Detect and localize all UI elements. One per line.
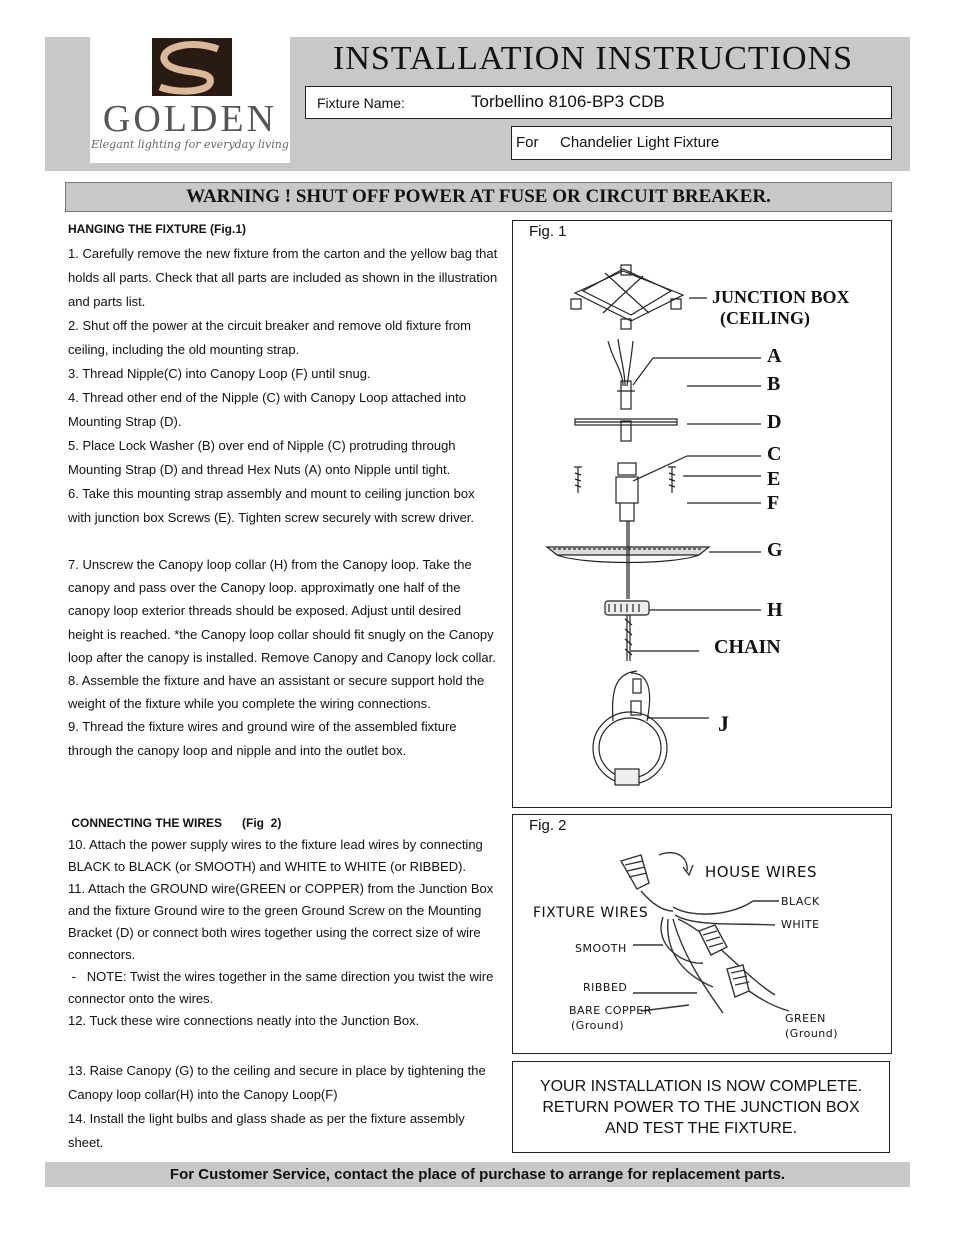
- completion-notice: [512, 1061, 890, 1153]
- page-title: INSTALLATION INSTRUCTIONS: [333, 40, 853, 77]
- step-4: 4. Thread other end of the Nipple (C) with Canopy Loop attached into Mounting Strap (D).: [68, 390, 466, 429]
- completion-line-1: YOUR INSTALLATION IS NOW COMPLETE.: [539, 1078, 863, 1095]
- bare-copper-label: BARE COPPER: [569, 1004, 652, 1017]
- house-wires-label: HOUSE WIRES: [705, 863, 818, 881]
- final-steps: [68, 1059, 498, 1155]
- part-h-label: H: [767, 599, 783, 621]
- part-a-label: A: [767, 345, 782, 367]
- green-wire-label: GREEN: [785, 1012, 826, 1025]
- junction-box-label: JUNCTION BOX: [712, 287, 850, 307]
- part-f-label: F: [767, 492, 780, 514]
- ribbed-wire-label: RIBBED: [583, 981, 628, 994]
- fixture-name-label: Fixture Name:: [317, 95, 405, 111]
- figure-2: [512, 814, 892, 1054]
- for-label: For: [516, 134, 539, 151]
- white-wire-label: WHITE: [781, 918, 820, 931]
- ceiling-label: (CEILING): [720, 308, 811, 328]
- ground-label-1: (Ground): [571, 1019, 625, 1032]
- part-g-label: G: [767, 539, 783, 561]
- logo-brand: GOLDEN: [102, 98, 278, 140]
- fixture-name-field: [305, 86, 892, 119]
- part-d-label: D: [767, 411, 782, 433]
- step-7: 7. Unscrew the Canopy loop collar (H) from the Canopy loop. Take the canopy and pass over the Canopy loop. approximatly one half of the canopy loop exterior threads should be exposed. Adjust until desired height is reached. *the Canopy loop collar should fit snugly on the Canopy loop after the canopy is installed. Remove Canopy and Canopy lock collar.: [68, 557, 496, 665]
- hanging-steps: [68, 242, 498, 530]
- wiring-note: - NOTE: Twist the wires together in the same direction you twist the wire connector onto the wires.: [68, 969, 497, 1006]
- part-e-label: E: [767, 468, 781, 490]
- hanging-heading: HANGING THE FIXTURE (Fig.1): [68, 222, 246, 236]
- wiring-steps: [68, 834, 498, 1032]
- step-11: 11. Attach the GROUND wire(GREEN or COPPER) from the Junction Box and the fixture Ground wire to the green Ground Screw on the Mounting Bracket (D) or connect both wires together using the correct size of wire connectors.: [68, 881, 494, 962]
- step-10: 10. Attach the power supply wires to the fixture lead wires by connecting BLACK to BLACK (or SMOOTH) and WHITE to WHITE (or RIBBED).: [68, 837, 483, 874]
- part-j-label: J: [718, 711, 729, 736]
- fig1-label: Fig. 1: [529, 223, 567, 240]
- step-12: 12. Tuck these wire connections neatly into the Junction Box.: [68, 1013, 420, 1028]
- black-wire-label: BLACK: [781, 895, 820, 908]
- fig2-label: Fig. 2: [529, 817, 567, 834]
- smooth-wire-label: SMOOTH: [575, 942, 627, 955]
- step-6: 6. Take this mounting strap assembly and mount to ceiling junction box with junction box Screws (E). Tighten screw securely with screw driver.: [68, 486, 475, 525]
- logo: [90, 35, 290, 163]
- step-9: 9. Thread the fixture wires and ground wire of the assembled fixture through the canopy loop and nipple and into the outlet box.: [68, 719, 457, 758]
- step-5: 5. Place Lock Washer (B) over end of Nipple (C) protruding through Mounting Strap (D) and thread Hex Nuts (A) onto Nipple until tight.: [68, 438, 456, 477]
- chain-label: CHAIN: [714, 636, 781, 658]
- completion-line-3: AND TEST THE FIXTURE.: [604, 1120, 798, 1137]
- part-c-label: C: [767, 443, 782, 465]
- step-1: 1. Carefully remove the new fixture from the carton and the yellow bag that holds all parts. Check that all parts are included as shown in the illustration and parts list.: [68, 246, 498, 309]
- wiring-heading: CONNECTING THE WIRES (Fig 2): [68, 816, 282, 830]
- step-14: 14. Install the light bulbs and glass shade as per the fixture assembly sheet.: [68, 1111, 465, 1150]
- fixture-type-field: [511, 126, 892, 160]
- step-3: 3. Thread Nipple(C) into Canopy Loop (F) until snug.: [68, 366, 371, 381]
- logo-tagline: Elegant lighting for everyday living: [91, 138, 289, 151]
- part-b-label: B: [767, 373, 781, 395]
- fixture-name-value: Torbellino 8106-BP3 CDB: [471, 92, 665, 111]
- warning-banner: WARNING ! SHUT OFF POWER AT FUSE OR CIRCUIT BREAKER.: [65, 182, 892, 212]
- figure-1: [512, 220, 892, 808]
- step-13: 13. Raise Canopy (G) to the ceiling and secure in place by tightening the Canopy loop collar(H) into the Canopy Loop(F): [68, 1063, 486, 1102]
- customer-service-footer: For Customer Service, contact the place of purchase to arrange for replacement parts.: [45, 1162, 910, 1187]
- chandelier-diagram: [513, 221, 891, 807]
- for-value: Chandelier Light Fixture: [560, 134, 720, 151]
- hanging-steps-cont: [68, 553, 498, 762]
- step-8: 8. Assemble the fixture and have an assistant or secure support hold the weight of the fixture while you complete the wiring connections.: [68, 673, 485, 712]
- fixture-wires-label: FIXTURE WIRES: [533, 905, 649, 921]
- completion-line-2: RETURN POWER TO THE JUNCTION BOX: [542, 1099, 860, 1116]
- step-2: 2. Shut off the power at the circuit breaker and remove old fixture from ceiling, including the old mounting strap.: [68, 318, 471, 357]
- ground-label-2: (Ground): [785, 1027, 839, 1040]
